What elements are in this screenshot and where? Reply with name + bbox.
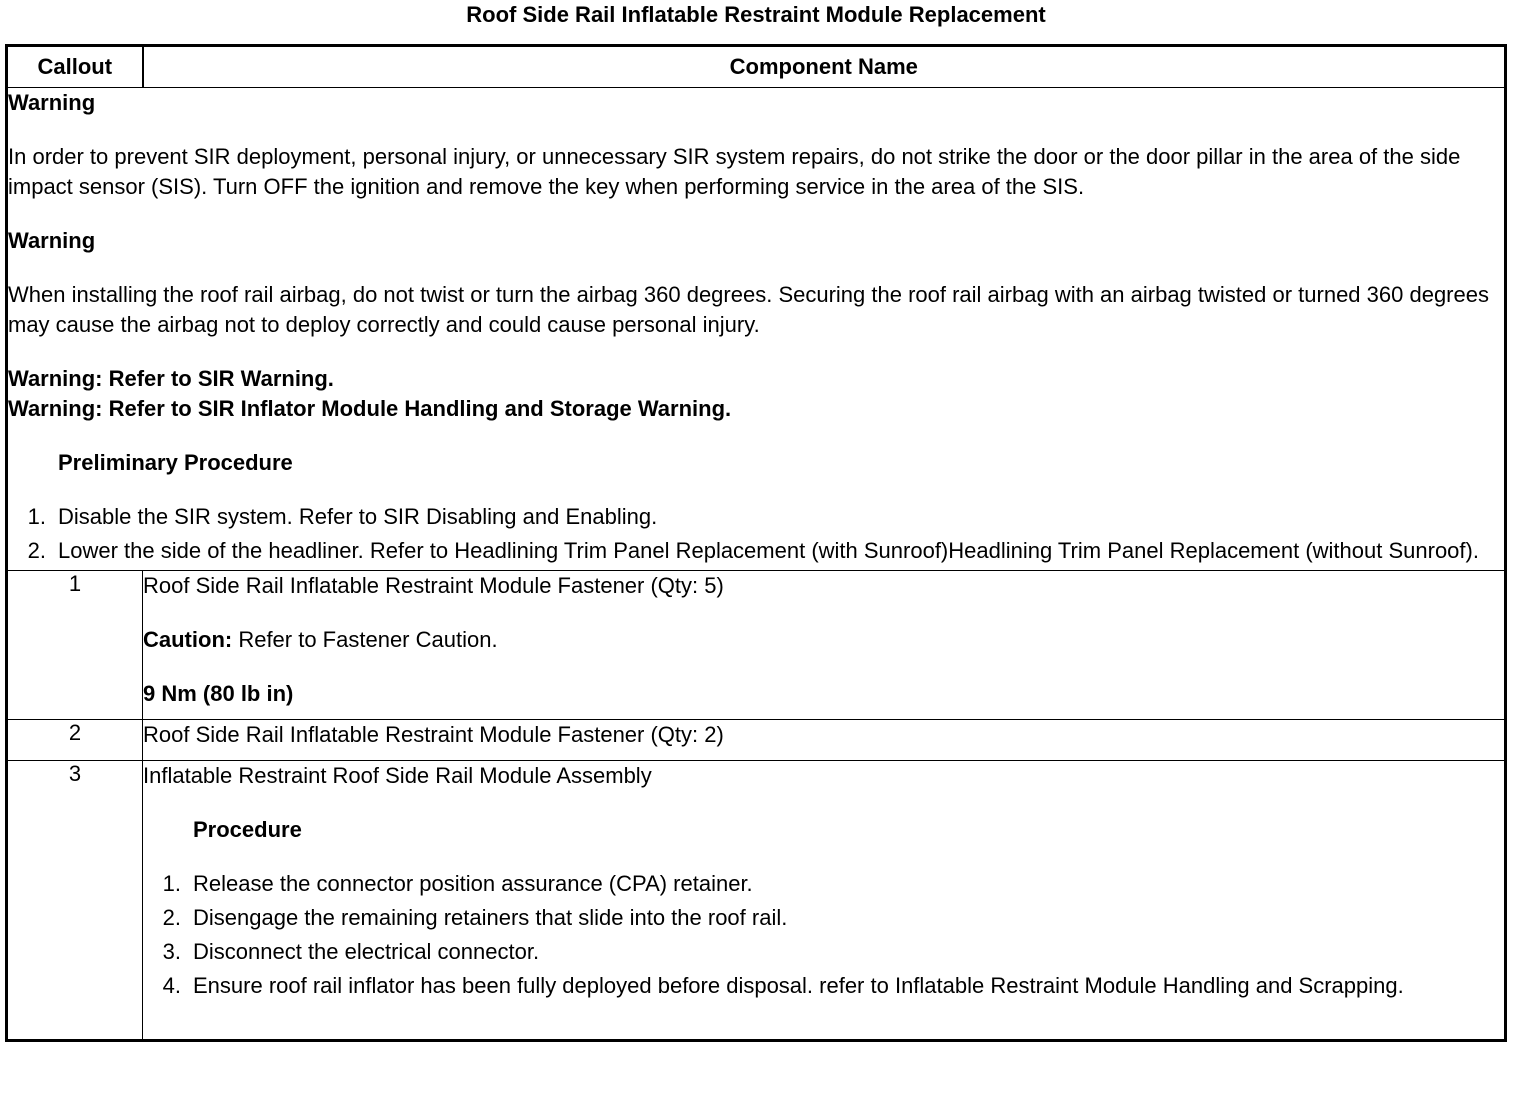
- table-row: [7, 720, 1506, 761]
- callout-cell: 1: [7, 571, 143, 720]
- procedure-title: Procedure: [193, 817, 302, 842]
- preliminary-cell: [7, 88, 1506, 571]
- callout-cell: 2: [7, 720, 143, 761]
- step-number: 2.: [27, 538, 46, 563]
- callout-cell: 3: [7, 761, 143, 1041]
- step-text: Release the connector position assurance (CPA) retainer.: [193, 871, 753, 896]
- warning-2-text: When installing the roof rail airbag, do not twist or turn the airbag 360 degrees. Securing the roof rail airbag with an airbag twisted or turned 360 degrees may cause the airbag not to deploy correctly and could cause personal injury.: [8, 282, 1489, 337]
- list-item: [8, 536, 1504, 566]
- component-cell: [143, 761, 1506, 1041]
- table-header-row: [7, 46, 1506, 88]
- list-item: [8, 502, 1504, 532]
- component-cell: [143, 571, 1506, 720]
- warning-1-text: In order to prevent SIR deployment, personal injury, or unnecessary SIR system repairs, do not strike the door or the door pillar in the area of the side impact sensor (SIS). Turn OFF the ignition and remove the key when performing service in the area of the SIS.: [8, 144, 1461, 199]
- component-name-header: Component Name: [143, 46, 1506, 88]
- step-number: 4.: [162, 973, 181, 998]
- list-item: [143, 903, 1504, 933]
- document-title: Roof Side Rail Inflatable Restraint Module Replacement: [466, 2, 1046, 27]
- step-number: 2.: [162, 905, 181, 930]
- component-table: [5, 44, 1507, 1042]
- step-number: 1.: [27, 504, 46, 529]
- callout-header: Callout: [7, 46, 143, 88]
- step-text: Lower the side of the headliner. Refer to Headlining Trim Panel Replacement (with Sunroof)Headlining Trim Panel Replacement (without Sunroof).: [58, 538, 1479, 563]
- preliminary-row: [7, 88, 1506, 571]
- preliminary-steps: [8, 502, 1504, 566]
- step-text: Disable the SIR system. Refer to SIR Disabling and Enabling.: [58, 504, 658, 529]
- warning-4: Warning: Refer to SIR Inflator Module Handling and Storage Warning.: [8, 396, 732, 421]
- component-cell: [143, 720, 1506, 761]
- component-name: Roof Side Rail Inflatable Restraint Module Fastener (Qty: 2): [143, 722, 724, 747]
- table-row: [7, 761, 1506, 1041]
- warning-3: Warning: Refer to SIR Warning.: [8, 366, 334, 391]
- list-item: [143, 971, 1504, 1001]
- table-row: [7, 571, 1506, 720]
- caution-text: Refer to Fastener Caution.: [232, 627, 498, 652]
- component-name: Roof Side Rail Inflatable Restraint Module Fastener (Qty: 5): [143, 573, 724, 598]
- torque-spec: 9 Nm (80 lb in): [143, 681, 294, 706]
- step-number: 1.: [162, 871, 181, 896]
- component-name: Inflatable Restraint Roof Side Rail Module Assembly: [143, 763, 652, 788]
- caution-line: [143, 625, 1504, 655]
- procedure-steps: [143, 869, 1504, 1001]
- list-item: [143, 869, 1504, 899]
- warning-2-title: Warning: [8, 228, 96, 253]
- caution-label: Caution:: [143, 627, 233, 652]
- step-text: Disconnect the electrical connector.: [193, 939, 540, 964]
- step-text: Disengage the remaining retainers that slide into the roof rail.: [193, 905, 788, 930]
- preliminary-procedure-title: Preliminary Procedure: [58, 450, 293, 475]
- warning-1-title: Warning: [8, 90, 96, 115]
- step-text: Ensure roof rail inflator has been fully deployed before disposal. refer to Inflatable Restraint Module Handling and Scrapping.: [193, 973, 1404, 998]
- step-number: 3.: [162, 939, 181, 964]
- list-item: [143, 937, 1504, 967]
